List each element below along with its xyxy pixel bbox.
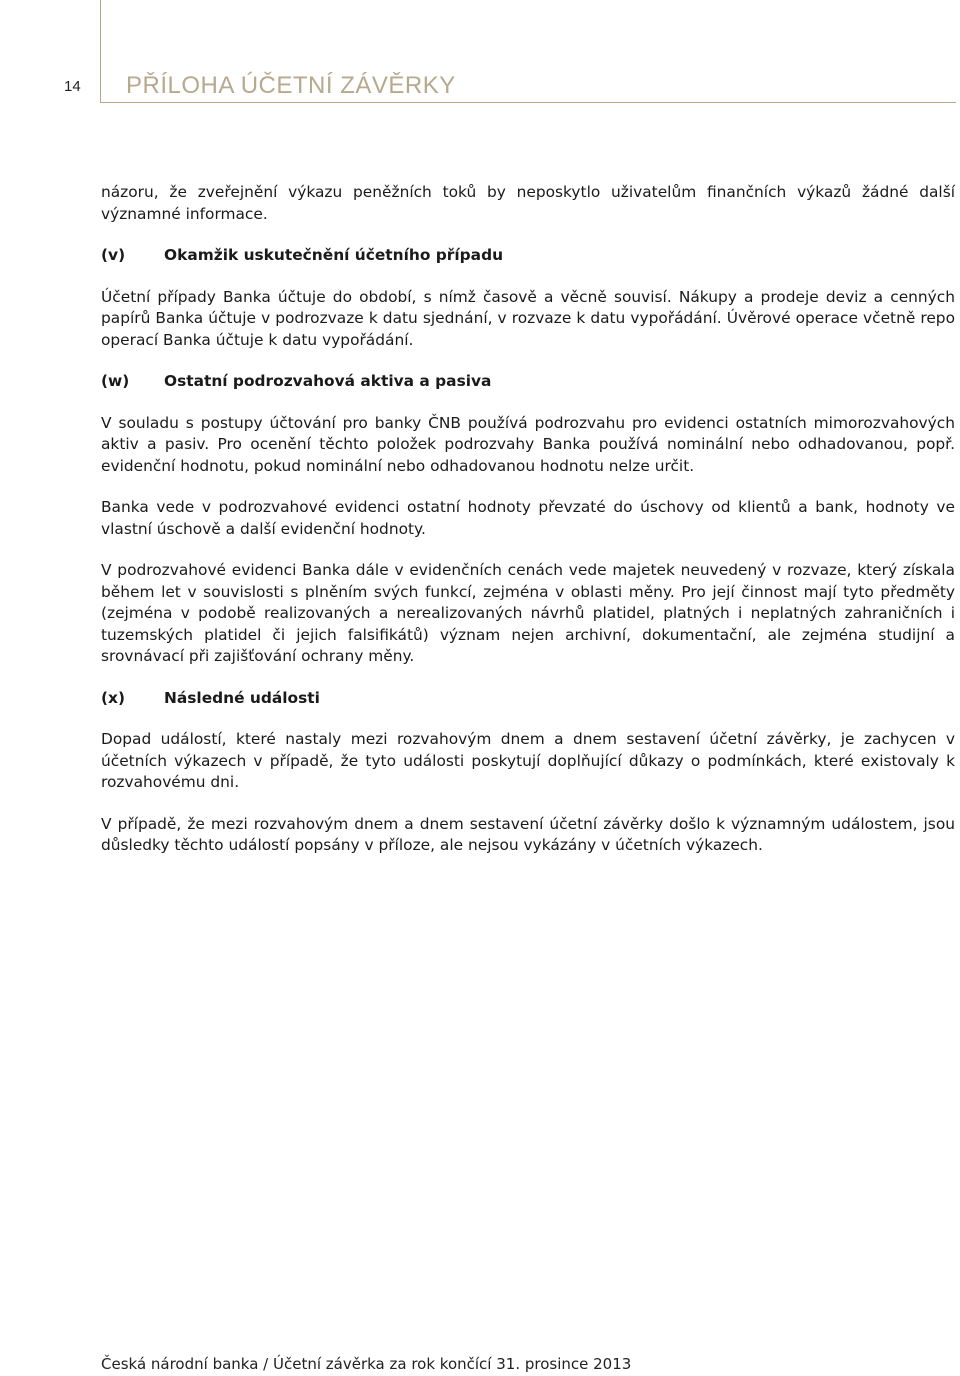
section-w-heading [101,371,955,393]
section-w-paragraph-2: Banka vede v podrozvahové evidenci ostatní hodnoty převzaté do úschovy od klientů a bank, hodnoty ve vlastní úschově a další evidenční hodnoty. [101,498,955,538]
section-w-title: Ostatní podrozvahová aktiva a pasiva [164,372,492,390]
document-title: PŘÍLOHA ÚČETNÍ ZÁVĚRKY [126,72,456,99]
page-footer: Česká národní banka / Účetní závěrka za rok končící 31. prosince 2013 [101,1355,632,1373]
section-v-title: Okamžik uskutečnění účetního případu [164,246,504,264]
section-v-paragraph-1: Účetní případy Banka účtuje do období, s nímž časově a věcně souvisí. Nákupy a prodeje deviz a cenných papírů Banka účtuje v podrozvaze k datu sjednání, v rozvaze k datu vypořádání. Úvěrové operace včetně repo operací Banka účtuje k datu vypořádání. [101,287,955,349]
section-w-label: (w) [101,372,130,390]
header-vertical-rule [100,0,101,103]
section-x-paragraph-1: Dopad událostí, které nastaly mezi rozvahovým dnem a dnem sestavení účetní závěrky, je zachycen v účetních výkazech v případě, že tyto události poskytují doplňující důkazy o podmínkách, které existovaly k rozvahovému dni. [101,730,955,791]
page-number: 14 [64,78,81,95]
section-x-title: Následné události [164,688,320,707]
intro-paragraph: názoru, že zveřejnění výkazu peněžních toků by neposkytlo uživatelům finančních výkazů žádné další významné informace. [101,183,955,223]
header-horizontal-rule [100,102,956,103]
section-v-heading [101,245,955,267]
section-x-label: (x) [101,688,125,707]
section-v-label: (v) [101,246,126,264]
section-w-paragraph-3: V podrozvahové evidenci Banka dále v evidenčních cenách vede majetek neuvedený v rozvaze, který získala během let v souvislosti s plněním svých funkcí, zejména v oblasti měny. Pro její činnost mají tyto předměty (zejména v podobě realizovaných a nerealizovaných návrhů platidel, platných i neplatných zahraničních i tuzemských platidel či jejich falsifikátů) význam nejen archivní, dokumentační, ale zejména studijní a srovnávací při zajišťování ochrany měny. [101,561,955,665]
section-w-paragraph-1: V souladu s postupy účtování pro banky ČNB používá podrozvahu pro evidenci ostatních mimorozvahových aktiv a pasiv. Pro ocenění těchto položek podrozvahy Banka používá nominální nebo odhadovanou, popř. evidenční hodnotu, pokud nominální nebo odhadovanou hodnotu nelze určit. [101,413,955,475]
section-x-heading [101,688,955,710]
section-x-paragraph-2: V případě, že mezi rozvahovým dnem a dnem sestavení účetní závěrky došlo k významným událostem, jsou důsledky těchto událostí popsány v příloze, ale nejsou vykázány v účetních výkazech. [101,814,955,854]
page-content [101,182,955,857]
